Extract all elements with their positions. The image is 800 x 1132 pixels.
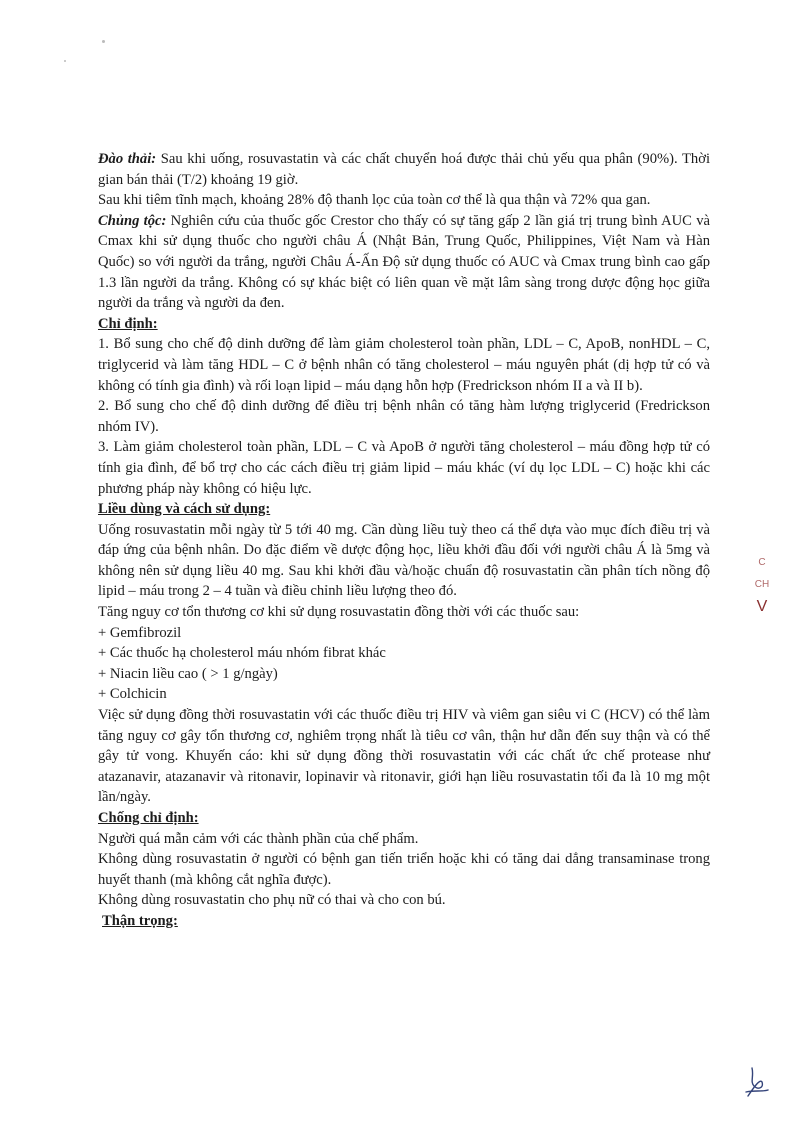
interaction-list [98, 623, 710, 705]
indications-list [98, 334, 710, 499]
interaction-item: + Các thuốc hạ cholesterol máu nhóm fibrat khác [98, 645, 386, 662]
contraindication-item: Người quá mẫn cảm với các thành phần của chế phẩm. [98, 830, 419, 847]
race-paragraph [98, 211, 710, 314]
stamp-char: CH [754, 579, 770, 590]
elimination-label: Đào thải: [98, 151, 157, 167]
interaction-item: + Colchicin [98, 686, 167, 703]
contraindication-item: Không dùng rosuvastatin ở người có bệnh gan tiến triển hoặc khi có tăng dai dẳng transaminase trong huyết thanh (mà không cắt nghĩa được). [98, 851, 710, 888]
edge-stamp [750, 552, 774, 618]
elimination-paragraph [98, 149, 710, 190]
dosage-heading: Liều dùng và cách sử dụng: [98, 501, 271, 518]
contraindications-list [98, 829, 710, 911]
hiv-hcv-paragraph: Việc sử dụng đồng thời rosuvastatin với các thuốc điều trị HIV và viêm gan siêu vi C (HCV) có thể làm tăng nguy cơ gây tổn thương cơ, nghiêm trọng nhất là tiêu cơ vân, thận hư dẫn đến suy thận và có thể gây tử vong. Khuyến cáo: khi sử dụng đồng thời rosuvastatin với các chất ức chế protease như atazanavir, atazanavir và ritonavir, lopinavir và ritonavir, giới hạn liều rosuvastatin tối đa là 10 mg một lần/ngày. [98, 707, 710, 806]
iv-clearance-paragraph: Sau khi tiêm tĩnh mạch, khoảng 28% độ thanh lọc của toàn cơ thể là qua thận và 72% qua gan. [98, 192, 651, 209]
stamp-char: C [758, 557, 766, 568]
indication-item: 1. Bổ sung cho chế độ dinh dưỡng để làm giảm cholesterol toàn phần, LDL – C, ApoB, nonHDL – C, triglycerid và làm tăng HDL – C ở bệnh nhân có tăng cholesterol – máu nguyên phát (dị hợp tử có và không có tính gia đình) và rối loạn lipid – máu dạng hỗn hợp (Fredrickson nhóm II a và II b). [98, 336, 710, 394]
indication-item: 2. Bổ sung cho chế độ dinh dưỡng để điều trị bệnh nhân có tăng hàm lượng triglycerid (Fredrickson nhóm IV). [98, 398, 710, 435]
stamp-char: V [756, 598, 768, 615]
signature-mark [742, 1066, 772, 1100]
contraindications-heading: Chống chỉ định: [98, 810, 199, 826]
scan-speck [102, 40, 105, 43]
interaction-item: + Gemfibrozil [98, 624, 182, 641]
scan-speck [64, 60, 66, 62]
indication-item: 3. Làm giảm cholesterol toàn phần, LDL – C và ApoB ở người tăng cholesterol – máu đồng hợp tử có tính gia đình, để bổ trợ cho các cách điều trị giảm lipid – máu khác (ví dụ lọc LDL – C) hoặc khi các phương pháp này không có hiệu lực. [98, 439, 710, 497]
precautions-heading: Thận trọng: [102, 912, 178, 929]
contraindication-item: Không dùng rosuvastatin cho phụ nữ có thai và cho con bú. [98, 892, 446, 909]
race-label: Chủng tộc: [98, 212, 167, 229]
dosage-paragraph: Uống rosuvastatin mỗi ngày từ 5 tới 40 mg. Cần dùng liều tuỳ theo cá thể dựa vào mục đích điều trị và đáp ứng của bệnh nhân. Do đặc điểm về dược động học, liều khởi đầu đối với người châu Á là 5mg và không nên sử dụng liều 40 mg. Sau khi khởi đầu và/hoặc chuẩn độ rosuvastatin cần phân tích nồng độ lipid – máu trong 2 – 4 tuần và điều chỉnh liều lượng theo đó. [98, 521, 710, 600]
indications-heading: Chỉ định: [98, 315, 158, 332]
document-body [98, 149, 710, 932]
elimination-text: Sau khi uống, rosuvastatin và các chất chuyển hoá được thải chủ yếu qua phân (90%). Thời gian bán thải (T/2) khoảng 19 giờ. [98, 151, 710, 188]
dosage-interaction-intro: Tăng nguy cơ tổn thương cơ khi sử dụng rosuvastatin đồng thời với các thuốc sau: [98, 604, 580, 621]
race-text: Nghiên cứu của thuốc gốc Crestor cho thấy có sự tăng gấp 2 lần giá trị trung bình AUC và Cmax khi sử dụng thuốc cho người châu Á (Nhật Bản, Trung Quốc, Philippines, Việt Nam và Hàn Quốc) so với người da trắng, người Châu Á-Ấn Độ sử dụng thuốc có AUC và Cmax trung bình cao gấp 1.3 lần người da trắng. Không có sự khác biệt có liên quan về mặt lâm sàng trong dược động học giữa người da trắng và người da đen. [98, 212, 710, 312]
interaction-item: + Niacin liều cao ( > 1 g/ngày) [98, 665, 278, 682]
